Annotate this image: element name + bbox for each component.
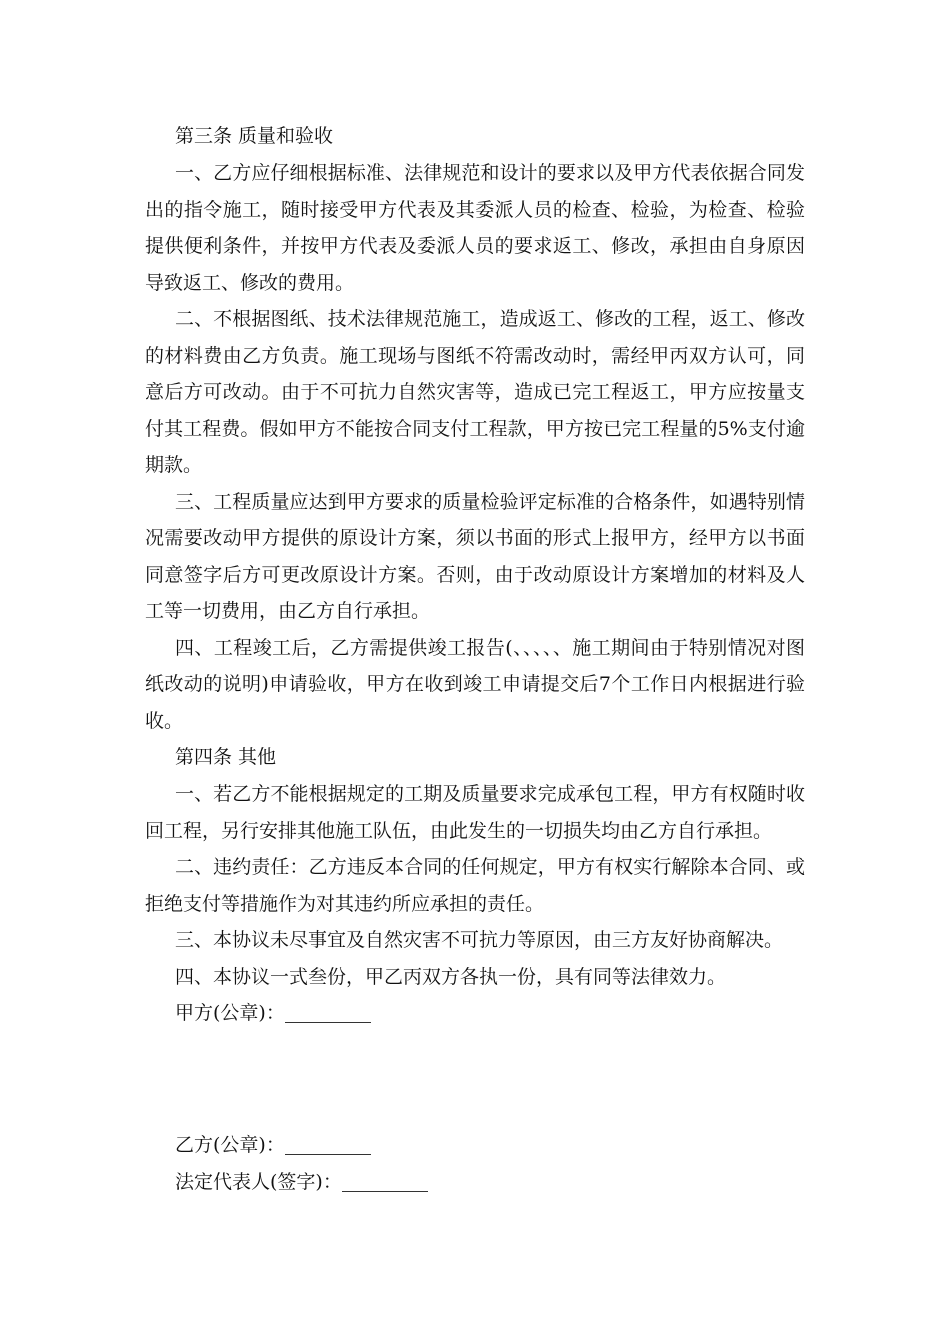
contract-body: [145, 118, 805, 1201]
article-3-heading: 第三条 质量和验收: [175, 125, 334, 147]
legal-rep-label: 法定代表人(签字)：: [175, 1171, 342, 1193]
article-3-clause-1: 一、乙方应仔细根据标准、法律规范和设计的要求以及甲方代表依据合同发出的指令施工，随时接受甲方代表及其委派人员的检查、检验，为检查、检验提供便利条件，并按甲方代表及委派人员的要求返工、修改，承担由自身原因导致返工、修改的费用。: [145, 162, 805, 294]
legal-rep-signature-line: [145, 1164, 805, 1201]
party-b-label: 乙方(公章)：: [175, 1134, 285, 1156]
party-a-signature-line: [145, 995, 805, 1032]
article-3-clause-3: 三、工程质量应达到甲方要求的质量检验评定标准的合格条件，如遇特别情况需要改动甲方提供的原设计方案，须以书面的形式上报甲方，经甲方以书面同意签字后方可更改原设计方案。否则，由于改动原设计方案增加的材料及人工等一切费用，由乙方自行承担。: [145, 490, 805, 622]
party-b-signature-line: [145, 1127, 805, 1164]
article-4-clause-2: 二、违约责任：乙方违反本合同的任何规定，甲方有权实行解除本合同、或拒绝支付等措施作为对其违约所应承担的责任。: [145, 856, 805, 915]
party-a-blank: [285, 1000, 371, 1023]
party-a-label: 甲方(公章)：: [175, 1002, 285, 1024]
article-4-heading: 第四条 其他: [175, 746, 277, 768]
legal-rep-blank: [342, 1169, 428, 1192]
article-3-clause-4: 四、工程竣工后，乙方需提供竣工报告(、、、、、施工期间由于特别情况对图纸改动的说明)申请验收，甲方在收到竣工申请提交后7个工作日内根据进行验收。: [145, 636, 805, 732]
signature-spacer: [145, 1032, 805, 1127]
article-4-clause-4: 四、本协议一式叁份，甲乙丙双方各执一份，具有同等法律效力。: [175, 965, 727, 988]
article-4-clause-1: 一、若乙方不能根据规定的工期及质量要求完成承包工程，甲方有权随时收回工程，另行安排其他施工队伍，由此发生的一切损失均由乙方自行承担。: [145, 783, 805, 842]
article-3-clause-2: 二、不根据图纸、技术法律规范施工，造成返工、修改的工程，返工、修改的材料费由乙方负责。施工现场与图纸不符需改动时，需经甲丙双方认可，同意后方可改动。由于不可抗力自然灾害等，造成已完工程返工，甲方应按量支付其工程费。假如甲方不能按合同支付工程款，甲方按已完工程量的5%支付逾期款。: [145, 308, 805, 476]
article-4-clause-3: 三、本协议未尽事宜及自然灾害不可抗力等原因，由三方友好协商解决。: [175, 929, 784, 951]
party-b-blank: [285, 1132, 371, 1155]
